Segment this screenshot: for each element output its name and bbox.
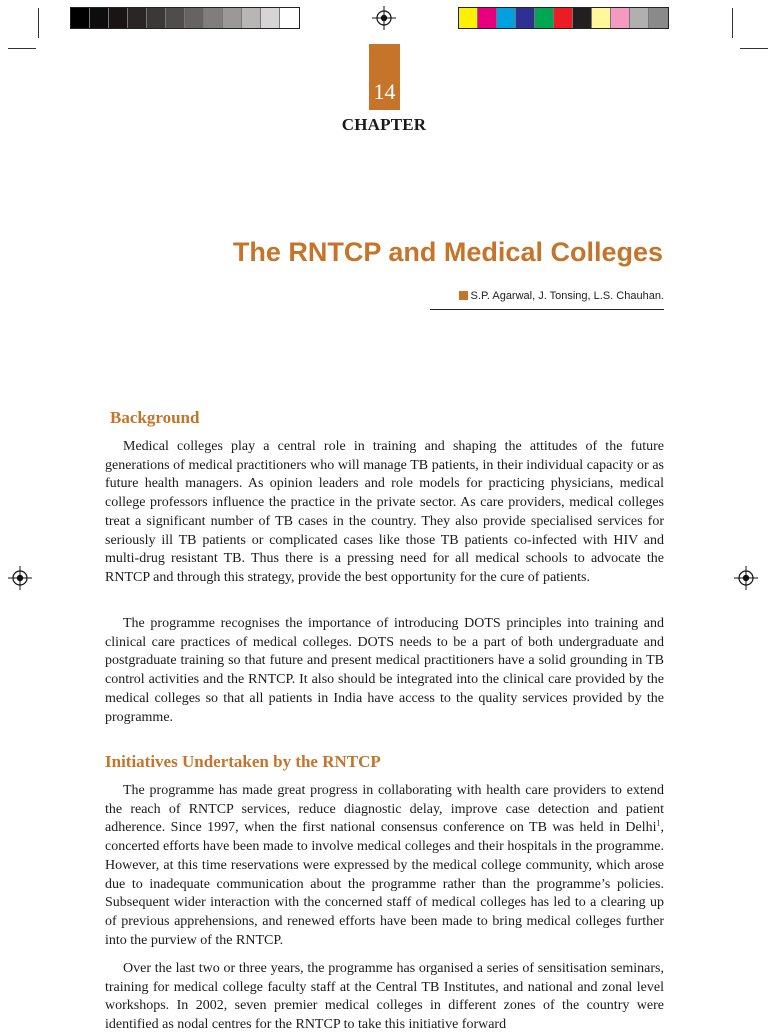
color-swatch [261,8,280,28]
color-swatch [90,8,109,28]
authors: S.P. Agarwal, J. Tonsing, L.S. Chauhan. [470,290,664,302]
color-swatch [71,8,90,28]
color-swatch [611,8,630,28]
paragraph: Over the last two or three years, the programme has organised a series of sensitisation seminars, training for medical college faculty staff at the Central TB Institutes, and national and zonal level workshops. In 2002, seven premier medical colleges in different zones of the country were identified as nodal centres for the RNTCP to take this initiative forward [105,961,664,1033]
authors-line [430,290,664,302]
color-swatch [554,8,573,28]
color-swatch [516,8,535,28]
crop-mark [8,48,36,49]
color-swatch [204,8,223,28]
color-swatch [223,8,242,28]
color-swatch [535,8,554,28]
paragraph: The programme has made great progress in collaborating with health care providers to extend the reach of RNTCP services, reduce diagnostic delay, improve case detection and patient adherence. Since 1997, when the first national consensus conference on TB was held in Delhi$^1$, concerted efforts have been made to involve medical colleges and their hospitals in the programme. However, at this time reservations were expressed by the medical college community, which arose due to inadequate communication about the programme rather than the programme’s policies. Subsequent wider interaction with the concerned staff of medical colleges has led to a clearing up of previous apprehensions, and renewed efforts have been made to bring medical colleges further into the purview of the RNTCP. [105,783,664,948]
crop-mark [740,48,768,49]
chapter-number: 14 [373,79,396,104]
color-swatch [649,8,668,28]
grayscale-calibration-bar [70,7,300,29]
chapter-number-badge [369,44,400,110]
color-swatch [242,8,261,28]
color-swatch [128,8,147,28]
authors-divider [430,309,664,310]
color-swatch [592,8,611,28]
paragraph: The programme recognises the importance of introducing DOTS principles into training and clinical care practices of medical colleges. DOTS needs to be a part of both undergraduate and postgraduate training so that future and present medical practitioners have a solid grounding in TB control activities and the RNTCP. It also should be integrated into the clinical care provided by the medical colleges so that all patients in India have access to the quality services provided by the programme. [105,616,664,725]
paragraph: Medical colleges play a central role in training and shaping the attitudes of the future generations of medical practitioners who will manage TB patients, in their individual capacity or as future health managers. As opinion leaders and role models for practicing physicians, medical college professors influence the practice in the private sector. As care providers, medical colleges treat a significant number of TB cases in the country. They also provide specialised services for seriously ill TB patients or complicated cases like those TB patients co-infected with HIV and multi-drug resistant TB. Thus there is a pressing need for all medical schools to advocate the RNTCP and through this strategy, provide the best opportunity for the cure of patients. [105,439,664,585]
registration-mark-icon [8,566,32,590]
footnote-ref: 1 [656,818,661,828]
section-heading-background: Background [110,408,200,427]
color-swatch [166,8,185,28]
registration-mark-icon [734,566,758,590]
color-swatch [573,8,592,28]
color-swatch [280,8,299,28]
color-swatch [497,8,516,28]
chapter-title: The RNTCP and Medical Colleges [232,237,663,267]
color-swatch [459,8,478,28]
color-calibration-bar [458,7,669,29]
crop-mark [732,8,733,38]
color-swatch [185,8,204,28]
color-swatch [109,8,128,28]
registration-mark-icon [372,6,396,30]
color-swatch [478,8,497,28]
color-swatch [630,8,649,28]
crop-mark [38,8,39,38]
chapter-label: CHAPTER [341,115,427,134]
section-heading-initiatives: Initiatives Undertaken by the RNTCP [105,752,381,771]
color-swatch [147,8,166,28]
bullet-square-icon [459,291,468,300]
